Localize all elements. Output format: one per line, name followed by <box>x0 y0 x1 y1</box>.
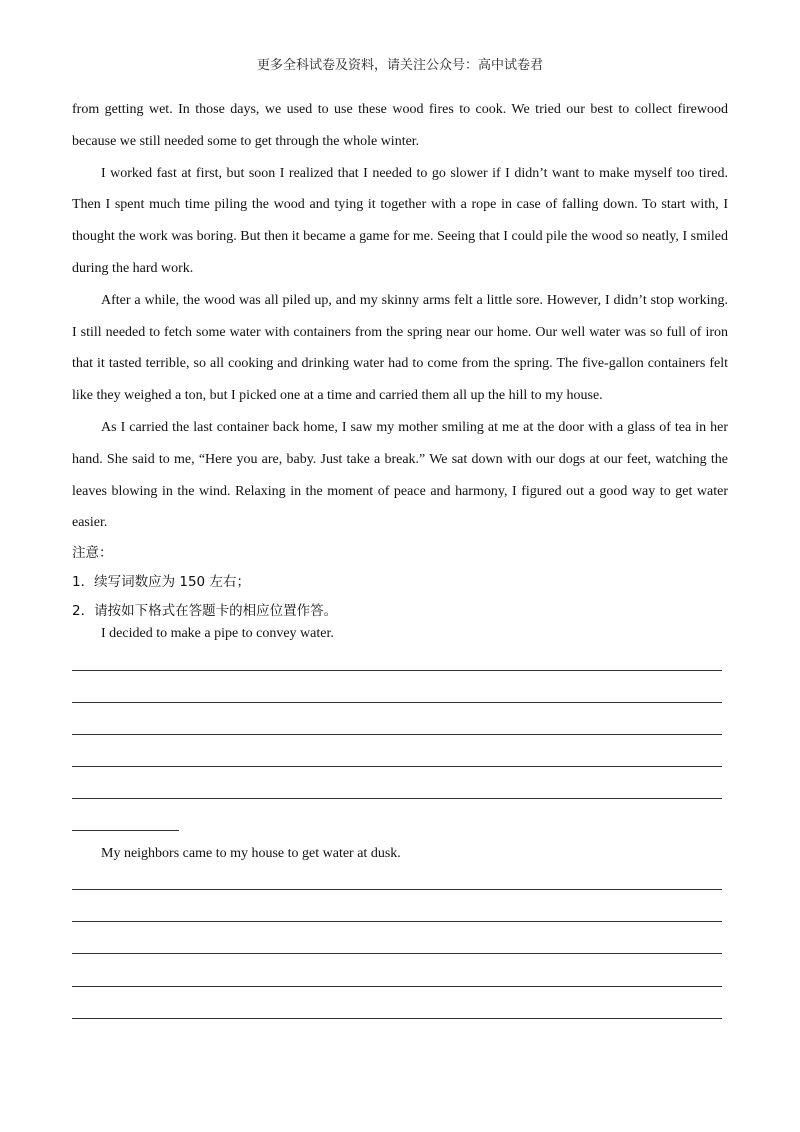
answer-line <box>72 921 722 922</box>
story-paragraph-1: from getting wet. In those days, we used to use these wood fires to cook. We tried our best to collect firewood because we still needed some to get through the whole winter. <box>72 102 728 149</box>
note-item-2: 2．请按如下格式在答题卡的相应位置作答。 <box>72 603 338 620</box>
answer-line <box>72 1018 722 1019</box>
story-paragraph-3: After a while, the wood was all piled up, and my skinny arms felt a little sore. However, I didn’t stop working. I still needed to fetch some water with containers from the spring near our home. Our well water was so full of iron that it tasted terrible, so all cooking and drinking water had to come from the spring. The five-gallon containers felt like they weighed a ton, but I picked one at a time and carried them all up the hill to my house. <box>72 292 728 404</box>
page-header: 更多全科试卷及资料，请关注公众号：高中试卷君 <box>256 58 543 73</box>
answer-line <box>72 702 722 703</box>
note-item-1: 1．续写词数应为 150 左右； <box>72 574 250 591</box>
continuation-prompt-1: I decided to make a pipe to convey water. <box>101 626 334 641</box>
story-paragraph-2: I worked fast at first, but soon I realized that I needed to go slower if I didn’t want to make myself too tired. Then I spent much time piling the wood and tying it together with a rope in case of falling down. To start with, I thought the work was boring. But then it became a game for me. Seeing that I could pile the wood so neatly, I smiled during the hard work. <box>72 165 728 276</box>
answer-line <box>72 766 722 767</box>
continuation-prompt-2: My neighbors came to my house to get water at dusk. <box>101 846 401 861</box>
story-paragraph-4: As I carried the last container back home, I saw my mother smiling at me at the door with a glass of tea in her hand. She said to me, “Here you are, baby. Just take a break.” We sat down with our dogs at our feet, watching the leaves blowing in the wind. Relaxing in the moment of peace and harmony, I figured out a good way to get water easier. <box>72 419 728 531</box>
answer-line <box>72 889 722 890</box>
answer-line <box>72 986 722 987</box>
story-content <box>72 94 728 626</box>
answer-line <box>72 670 722 671</box>
notes-title: 注意： <box>72 545 113 562</box>
answer-line <box>72 953 722 954</box>
answer-line <box>72 734 722 735</box>
answer-line-short <box>72 830 179 831</box>
answer-line <box>72 798 722 799</box>
